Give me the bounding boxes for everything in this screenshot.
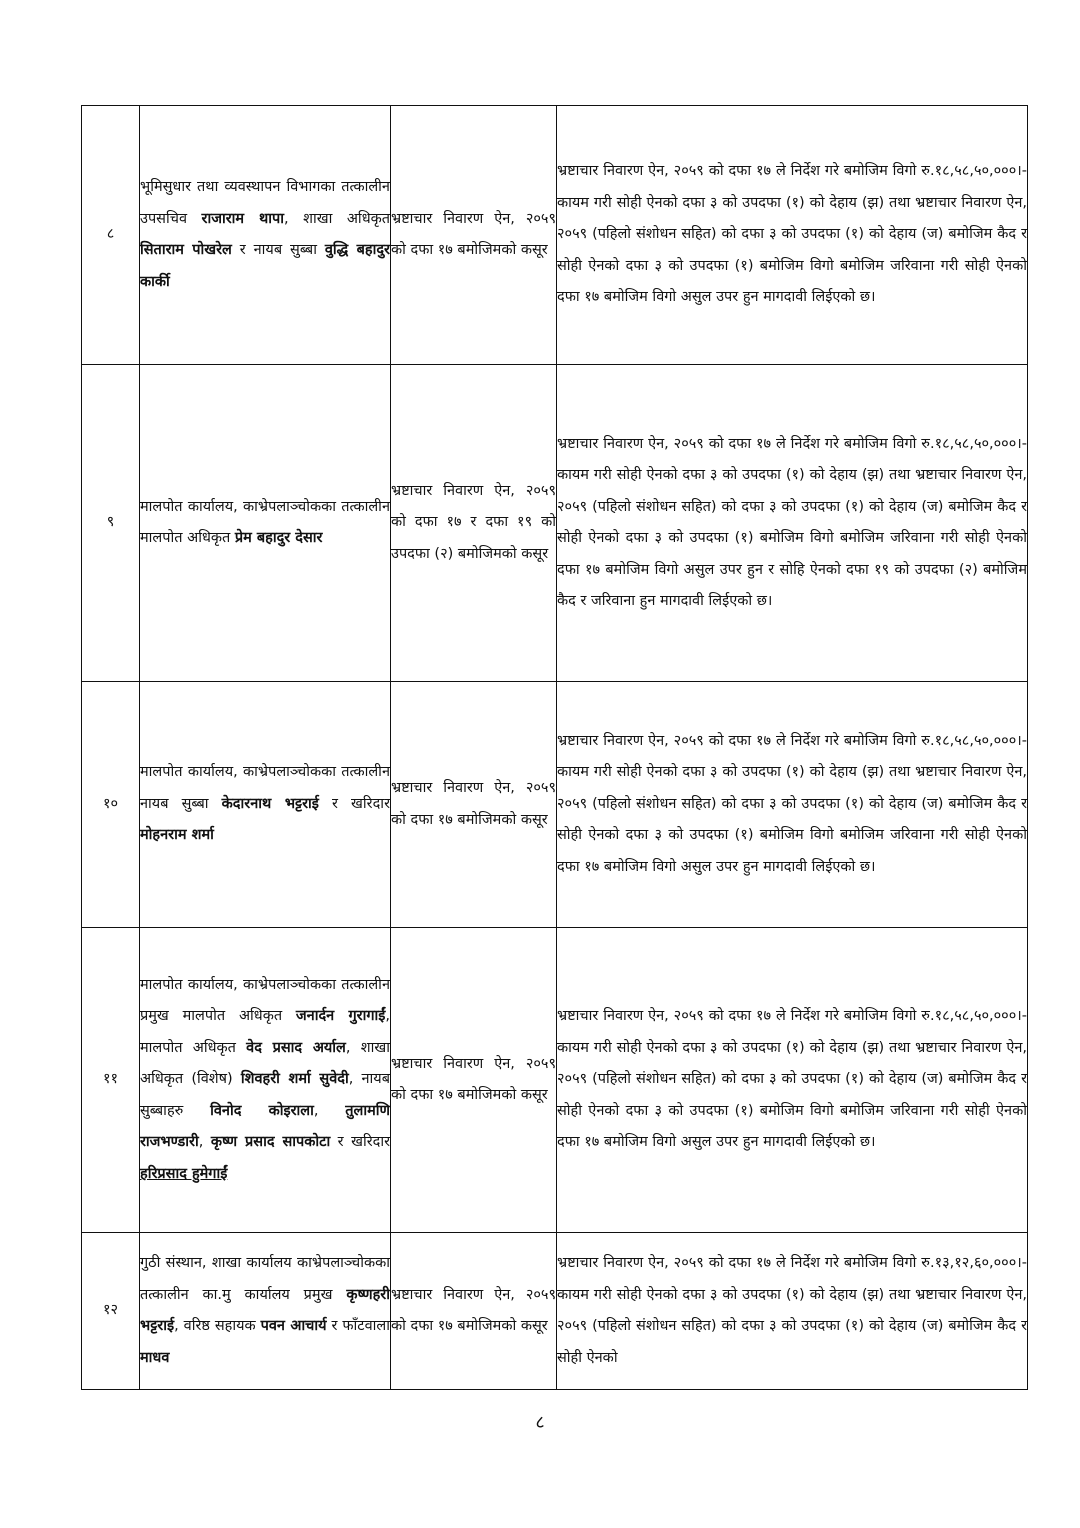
accused-name: वेद प्रसाद अर्याल bbox=[246, 1039, 346, 1056]
accused-name: तुलामणि राजभण्डारी bbox=[140, 1102, 391, 1151]
serial-number: ८ bbox=[82, 106, 140, 365]
accused-text: मालपोत कार्यालय, काभ्रेपलाञ्चोकका तत्कालीन प्रमुख मालपोत अधिकृत bbox=[140, 976, 390, 1025]
serial-number: ११ bbox=[82, 928, 140, 1233]
table-row bbox=[82, 106, 1028, 365]
demand-cell: भ्रष्टाचार निवारण ऐन, २०५९ को दफा १७ ले निर्देश गरे बमोजिम विगो रु.१३,१२,६०,०००।- कायम गरी सोही ऐनको दफा ३ को उपदफा (१) को देहाय (झ) तथा भ्रष्टाचार निवारण ऐन, २०५९ (पहिलो संशोधन सहित) को दफा ३ को उपदफा (१) को देहाय (ज) बमोजिम कैद र सोही ऐनको bbox=[557, 1233, 1028, 1390]
demand-cell: भ्रष्टाचार निवारण ऐन, २०५९ को दफा १७ ले निर्देश गरे बमोजिम विगो रु.१८,५८,५०,०००।- कायम गरी सोही ऐनको दफा ३ को उपदफा (१) को देहाय (झ) तथा भ्रष्टाचार निवारण ऐन, २०५९ (पहिलो संशोधन सहित) को दफा ३ को उपदफा (१) को देहाय (ज) बमोजिम कैद र सोही ऐनको दफा ३ को उपदफा (१) बमोजिम विगो बमोजिम जरिवाना गरी सोही ऐनको दफा १७ बमोजिम विगो असुल उपर हुन र सोहि ऐनको दफा १९ को उपदफा (२) बमोजिम कैद र जरिवाना हुन मागदावी लिईएको छ। bbox=[557, 365, 1028, 682]
accused-text: , मालपोत अधिकृत bbox=[140, 1008, 390, 1056]
accused-name: वुद्धि बहादुर कार्की bbox=[140, 242, 390, 290]
accused-text: र नायब सुब्बा bbox=[231, 242, 325, 258]
table-row bbox=[82, 928, 1028, 1233]
accused-name: मोहनराम शर्मा bbox=[140, 827, 214, 844]
accused-text: र फाँटवाला bbox=[326, 1318, 391, 1334]
accused-name: कृष्ण प्रसाद सापकोटा bbox=[210, 1134, 331, 1151]
serial-number: १० bbox=[82, 682, 140, 928]
accused-cell bbox=[140, 365, 391, 682]
accused-name: केदारनाथ भट्टराई bbox=[221, 795, 319, 812]
accused-cell bbox=[140, 928, 391, 1233]
offence-cell: भ्रष्टाचार निवारण ऐन, २०५९ को दफा १७ बमोजिमको कसूर bbox=[391, 928, 557, 1233]
accused-name: विनोद कोइराला bbox=[210, 1102, 314, 1119]
accused-cell bbox=[140, 682, 391, 928]
accused-name: जनार्दन गुरागाईं bbox=[295, 1008, 386, 1025]
accused-name: हरिप्रसाद हुमेगाईं bbox=[140, 1165, 228, 1182]
offence-cell: भ्रष्टाचार निवारण ऐन, २०५९ को दफा १७ र दफा १९ को उपदफा (२) बमोजिमको कसूर bbox=[391, 365, 557, 682]
accused-text: , वरिष्ठ सहायक bbox=[174, 1318, 261, 1334]
demand-cell: भ्रष्टाचार निवारण ऐन, २०५९ को दफा १७ ले निर्देश गरे बमोजिम विगो रु.१८,५८,५०,०००।- कायम गरी सोही ऐनको दफा ३ को उपदफा (१) को देहाय (झ) तथा भ्रष्टाचार निवारण ऐन, २०५९ (पहिलो संशोधन सहित) को दफा ३ को उपदफा (१) को देहाय (ज) बमोजिम कैद र सोही ऐनको दफा ३ को उपदफा (१) बमोजिम विगो बमोजिम जरिवाना गरी सोही ऐनको दफा १७ बमोजिम विगो असुल उपर हुन मागदावी लिईएको छ। bbox=[557, 106, 1028, 365]
table-row bbox=[82, 365, 1028, 682]
accused-cell bbox=[140, 106, 391, 365]
accused-name: सिताराम पोखरेल bbox=[140, 242, 232, 258]
accused-text: र खरिदार bbox=[318, 795, 390, 812]
case-table bbox=[81, 105, 1028, 1390]
accused-text: गुठी संस्थान, शाखा कार्यालय काभ्रेपलाञ्चोकका तत्कालीन का.मु कार्यालय प्रमुख bbox=[140, 1255, 390, 1303]
serial-number: ९ bbox=[82, 365, 140, 682]
accused-name: शिवहरी शर्मा सुवेदी bbox=[240, 1071, 349, 1088]
page-number: ८ bbox=[535, 1412, 545, 1433]
accused-cell bbox=[140, 1233, 391, 1390]
serial-number: १२ bbox=[82, 1233, 140, 1390]
accused-text: , नायब सुब्बाहरु bbox=[140, 1071, 390, 1119]
offence-cell: भ्रष्टाचार निवारण ऐन, २०५९ को दफा १७ बमोजिमको कसूर bbox=[391, 1233, 557, 1390]
accused-name: कृष्णहरी भट्टराई bbox=[140, 1286, 390, 1334]
accused-text: भूमिसुधार तथा व्यवस्थापन विभागका तत्कालीन उपसचिव bbox=[140, 179, 390, 227]
offence-cell: भ्रष्टाचार निवारण ऐन, २०५९ को दफा १७ बमोजिमको कसूर bbox=[391, 106, 557, 365]
accused-text: मालपोत कार्यालय, काभ्रेपलाञ्चोकका तत्कालीन मालपोत अधिकृत bbox=[140, 498, 390, 546]
accused-name: पवन आचार्य bbox=[260, 1318, 327, 1334]
accused-name: प्रेम बहादुर देसार bbox=[234, 530, 323, 546]
accused-text: , bbox=[198, 1134, 211, 1151]
accused-text: , शाखा अधिकृत (विशेष) bbox=[140, 1039, 390, 1088]
table-row bbox=[82, 1233, 1028, 1390]
accused-text: र खरिदार bbox=[330, 1134, 391, 1151]
accused-text: , शाखा अधिकृत bbox=[284, 210, 391, 227]
accused-name: माधव bbox=[140, 1349, 170, 1366]
offence-cell: भ्रष्टाचार निवारण ऐन, २०५९ को दफा १७ बमोजिमको कसूर bbox=[391, 682, 557, 928]
table-row bbox=[82, 682, 1028, 928]
demand-cell: भ्रष्टाचार निवारण ऐन, २०५९ को दफा १७ ले निर्देश गरे बमोजिम विगो रु.१८,५८,५०,०००।- कायम गरी सोही ऐनको दफा ३ को उपदफा (१) को देहाय (झ) तथा भ्रष्टाचार निवारण ऐन, २०५९ (पहिलो संशोधन सहित) को दफा ३ को उपदफा (१) को देहाय (ज) बमोजिम कैद र सोही ऐनको दफा ३ को उपदफा (१) बमोजिम विगो बमोजिम जरिवाना गरी सोही ऐनको दफा १७ बमोजिम विगो असुल उपर हुन मागदावी लिईएको छ। bbox=[557, 928, 1028, 1233]
accused-text: मालपोत कार्यालय, काभ्रेपलाञ्चोकका तत्कालीन नायब सुब्बा bbox=[140, 764, 390, 812]
accused-text: , bbox=[313, 1102, 346, 1119]
accused-name: राजाराम थापा bbox=[201, 210, 285, 227]
demand-cell: भ्रष्टाचार निवारण ऐन, २०५९ को दफा १७ ले निर्देश गरे बमोजिम विगो रु.१८,५८,५०,०००।- कायम गरी सोही ऐनको दफा ३ को उपदफा (१) को देहाय (झ) तथा भ्रष्टाचार निवारण ऐन, २०५९ (पहिलो संशोधन सहित) को दफा ३ को उपदफा (१) को देहाय (ज) बमोजिम कैद र सोही ऐनको दफा ३ को उपदफा (१) बमोजिम विगो बमोजिम जरिवाना गरी सोही ऐनको दफा १७ बमोजिम विगो असुल उपर हुन मागदावी लिईएको छ। bbox=[557, 682, 1028, 928]
